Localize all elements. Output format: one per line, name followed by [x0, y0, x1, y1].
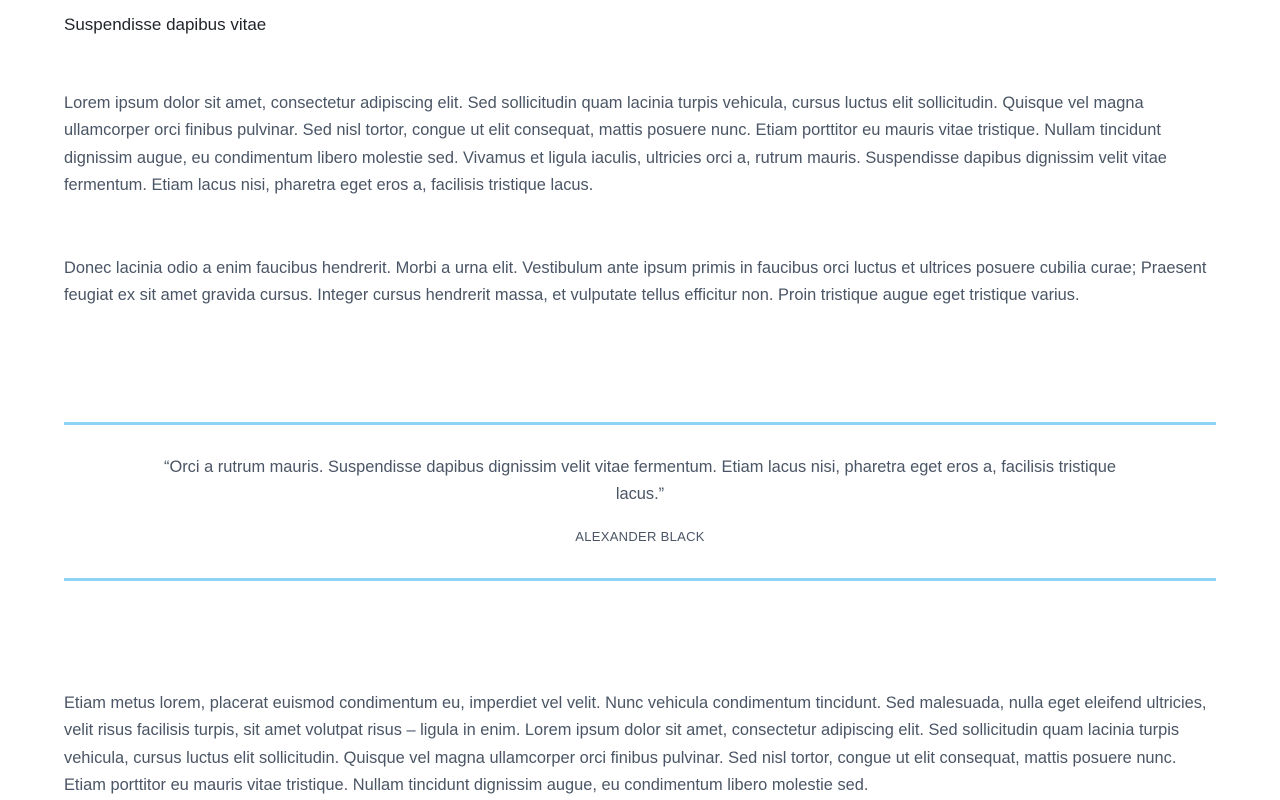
- paragraph: Etiam metus lorem, placerat euismod condimentum eu, imperdiet vel velit. Nunc vehicula condimentum tincidunt. Sed malesuada, nulla eget eleifend ultricies, velit risus facilisis turpis, sit amet volutpat risus – ligula in enim. Lorem ipsum dolor sit amet, consectetur adipiscing elit. Sed sollicitudin quam lacinia turpis vehicula, cursus luctus elit sollicitudin. Quisque vel magna ullamcorper orci finibus pulvinar. Sed nisl tortor, congue ut elit consequat, mattis posuere nunc. Etiam porttitor eu mauris vitae tristique. Nullam tincidunt dignissim augue, eu condimentum libero molestie sed.: [64, 694, 1207, 794]
- paragraph: Lorem ipsum dolor sit amet, consectetur adipiscing elit. Sed sollicitudin quam lacinia turpis vehicula, cursus luctus elit sollicitudin. Quisque vel magna ullamcorper orci finibus pulvinar. Sed nisl tortor, congue ut elit consequat, mattis posuere nunc. Etiam porttitor eu mauris vitae tristique. Nullam tincidunt dignissim augue, eu condimentum libero molestie sed. Vivamus et ligula iaculis, ultricies orci a, rutrum mauris. Suspendisse dapibus dignissim velit vitae fermentum. Etiam lacus nisi, pharetra eget eros a, facilisis tristique lacus.: [64, 94, 1167, 194]
- quote-author: ALEXANDER BLACK: [575, 529, 705, 544]
- quote-text: “Orci a rutrum mauris. Suspendisse dapibus dignissim velit vitae fermentum. Etiam lacus nisi, pharetra eget eros a, facilisis tristique lacus.”: [164, 458, 1116, 504]
- section-heading: Suspendisse dapibus vitae: [64, 15, 267, 34]
- pull-quote: [64, 422, 1216, 581]
- paragraph: Donec lacinia odio a enim faucibus hendrerit. Morbi a urna elit. Vestibulum ante ipsum primis in faucibus orci luctus et ultrices posuere cubilia curae; Praesent feugiat ex sit amet gravida cursus. Integer cursus hendrerit massa, et vulputate tellus efficitur non. Proin tristique augue eget tristique varius.: [64, 259, 1207, 305]
